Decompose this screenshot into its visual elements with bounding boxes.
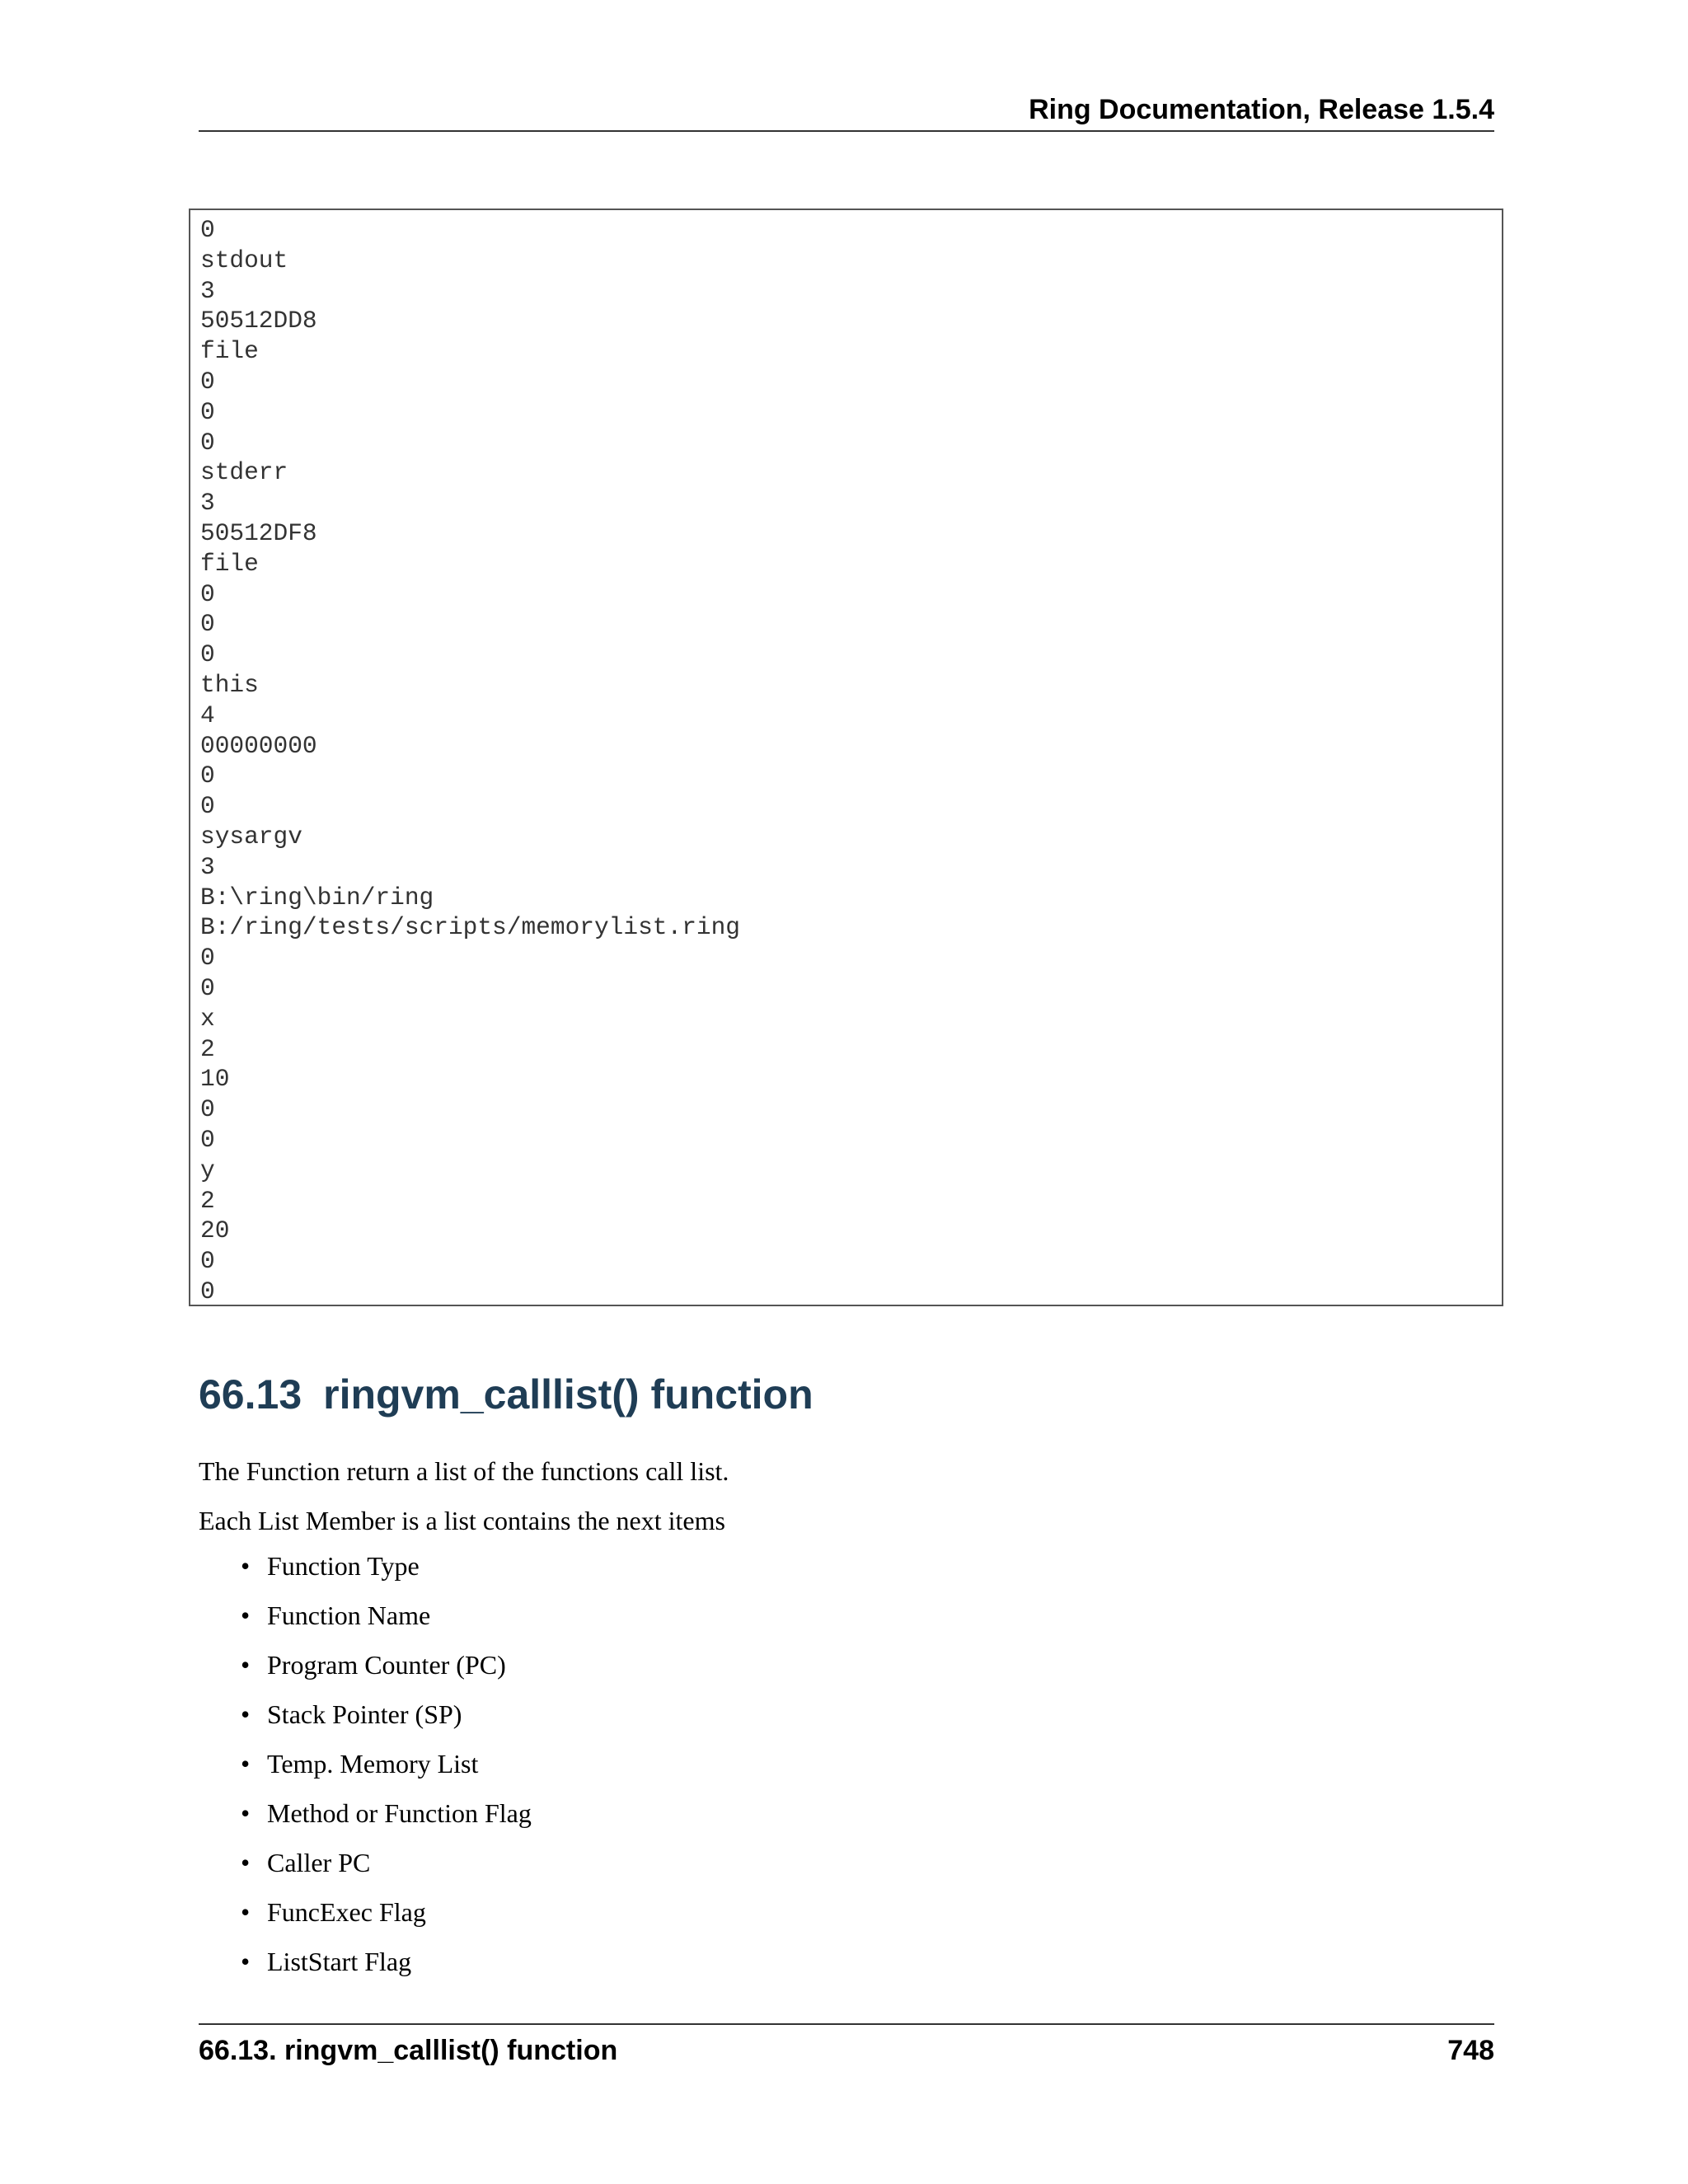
- bullet-icon: •: [241, 1897, 251, 1927]
- code-line: 10: [200, 1065, 230, 1094]
- code-line: 0: [200, 1125, 215, 1154]
- code-line: 0: [200, 579, 215, 608]
- code-line: file: [200, 549, 259, 578]
- code-line: 00000000: [200, 731, 317, 760]
- code-line: 20: [200, 1216, 230, 1245]
- list-item: [241, 1945, 532, 1994]
- header-title: Ring Documentation, Release 1.5.4: [1029, 94, 1494, 125]
- code-line: 0: [200, 1247, 215, 1276]
- code-line: 0: [200, 792, 215, 821]
- section-heading-text: ringvm_calllist() function: [323, 1371, 814, 1418]
- section-number: 66.13: [199, 1371, 302, 1418]
- code-line: 0: [200, 1277, 215, 1305]
- code-line: y: [200, 1155, 215, 1184]
- code-line: 0: [200, 944, 215, 972]
- list-item: [241, 1747, 532, 1797]
- bullet-icon: •: [241, 1798, 251, 1828]
- bullet-icon: •: [241, 1551, 251, 1581]
- list-item: [241, 1599, 532, 1648]
- list-item-text: ListStart Flag: [267, 1947, 412, 1976]
- code-line: 0: [200, 216, 215, 244]
- code-line: 3: [200, 489, 215, 518]
- code-line: stderr: [200, 458, 288, 487]
- list-item-text: Method or Function Flag: [267, 1798, 532, 1828]
- code-line: 0: [200, 973, 215, 1002]
- code-line: this: [200, 670, 259, 699]
- list-item: [241, 1846, 532, 1896]
- code-line: sysargv: [200, 822, 302, 851]
- list-item-text: FuncExec Flag: [267, 1897, 426, 1927]
- code-line: 0: [200, 397, 215, 426]
- code-line: 3: [200, 276, 215, 305]
- code-line: 0: [200, 762, 215, 790]
- list-item-text: Program Counter (PC): [267, 1650, 506, 1680]
- bullet-icon: •: [241, 1650, 251, 1680]
- bullet-icon: •: [241, 1947, 251, 1976]
- bullet-icon: •: [241, 1699, 251, 1729]
- page-header: [199, 92, 1494, 132]
- code-line: stdout: [200, 246, 288, 274]
- list-member-items: [241, 1549, 532, 1994]
- code-line: 50512DF8: [200, 518, 317, 547]
- code-line: 0: [200, 428, 215, 457]
- code-line: 50512DD8: [200, 307, 317, 335]
- page-footer: [199, 2023, 1494, 2068]
- code-line: 0: [200, 1095, 215, 1124]
- code-line: x: [200, 1004, 215, 1033]
- code-line: 4: [200, 701, 215, 729]
- section-title: [199, 1370, 814, 1419]
- description-paragraph: The Function return a list of the functions call list.: [199, 1456, 729, 1486]
- bullet-icon: •: [241, 1749, 251, 1779]
- list-item-text: Function Name: [267, 1601, 431, 1630]
- code-line: 0: [200, 367, 215, 396]
- code-line: 3: [200, 852, 215, 881]
- list-intro-paragraph: Each List Member is a list contains the next items: [199, 1506, 725, 1535]
- list-item: [241, 1698, 532, 1747]
- code-output-block: [189, 209, 1503, 1306]
- list-item: [241, 1896, 532, 1945]
- footer-section-label: 66.13. ringvm_calllist() function: [199, 2035, 618, 2066]
- code-line: 2: [200, 1034, 215, 1063]
- page-number: 748: [1447, 2035, 1494, 2066]
- code-line: 0: [200, 610, 215, 639]
- list-item-text: Temp. Memory List: [267, 1749, 479, 1779]
- list-item-text: Stack Pointer (SP): [267, 1699, 462, 1729]
- list-item: [241, 1549, 532, 1599]
- code-line: file: [200, 337, 259, 366]
- code-line: 2: [200, 1186, 215, 1215]
- list-item-text: Caller PC: [267, 1848, 371, 1877]
- code-line: B:\ring\bin/ring: [200, 883, 434, 912]
- list-item-text: Function Type: [267, 1551, 420, 1581]
- code-line: B:/ring/tests/scripts/memorylist.ring: [200, 913, 741, 942]
- bullet-icon: •: [241, 1848, 251, 1877]
- list-item: [241, 1797, 532, 1846]
- bullet-icon: •: [241, 1601, 251, 1630]
- list-item: [241, 1648, 532, 1698]
- code-line: 0: [200, 640, 215, 669]
